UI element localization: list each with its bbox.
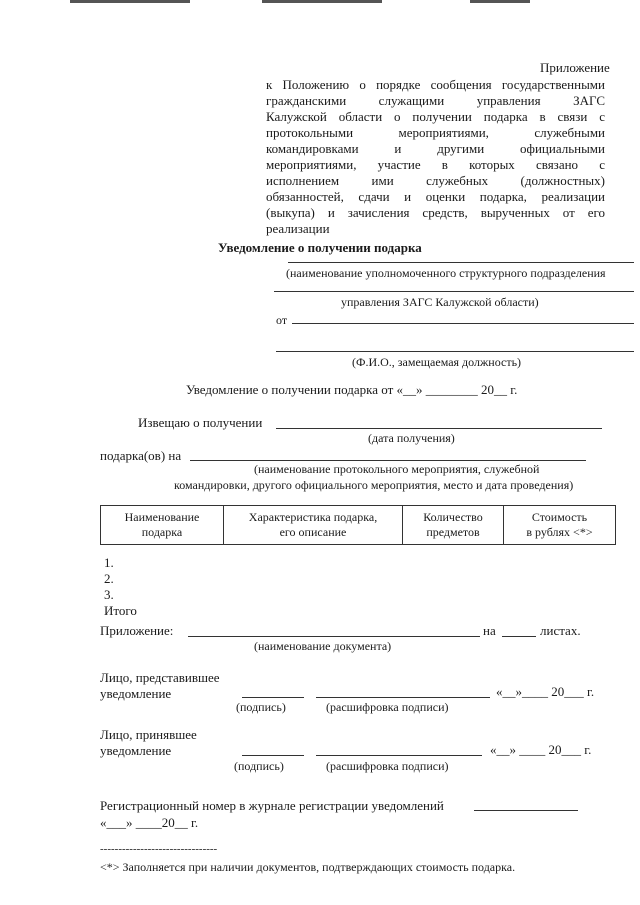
event-line[interactable] [190,460,586,461]
recipient-line-1[interactable] [288,262,634,263]
col-header-quantity [403,506,504,545]
col-header-line: Стоимость [531,510,588,524]
table-row: 1. [104,555,114,570]
scan-edge-mark-left [70,0,190,3]
event-caption-1: (наименование протокольного мероприятия, служебной [254,462,540,476]
col-header-cost [504,506,616,545]
receiver-label-2: уведомление [100,743,172,758]
from-line-2[interactable] [276,351,634,352]
receiver-signature-line[interactable] [242,755,304,756]
submitter-label-2: уведомление [100,686,172,701]
registration-label: Регистрационный номер в журнале регистрации уведомлений [100,798,444,813]
footnote-separator: -------------------------------- [100,843,218,855]
footnote-text: <*> Заполняется при наличии документов, подтверждающих стоимость подарка. [100,860,516,874]
appendix-line: к Положению о порядке сообщения государственными [266,77,605,92]
appendix-line: исполнением ими служебных (должностных) [266,173,605,188]
receipt-date-line[interactable] [276,428,602,429]
gifts-on-label: подарка(ов) на [100,448,182,463]
page-title: Уведомление о получении подарка [218,240,422,255]
appendix-line: Калужской области о получении подарка в связи с [266,109,605,124]
table-header-row [101,506,616,545]
recipient-line-2[interactable] [274,291,634,292]
from-line[interactable] [292,323,634,324]
appendix-line: обязанностей, сдачи и оценки подарка, реализации [266,189,605,204]
attachment-label: Приложение: [100,623,174,638]
submitter-decode-line[interactable] [316,697,490,698]
table-row: 2. [104,571,114,586]
col-header-line: Количество [423,510,483,524]
appendix-line: гражданскими служащими управления ЗАГС [266,93,605,108]
appendix-line: командировками и другими официальными [266,141,605,156]
registration-date: «___» ____20__ г. [100,815,199,830]
col-header-description [224,506,403,545]
inform-label: Извещаю о получении [138,415,263,430]
appendix-line: (выкупа) и зачисления средств, вырученных от его [266,205,605,220]
receiver-sign-caption: (подпись) [234,759,284,773]
table-total: Итого [104,603,137,618]
appendix-line-last: реализации [266,221,330,236]
appendix-text [266,77,605,237]
submitter-label-1: Лицо, представившее [100,670,220,685]
event-caption-2: командировки, другого официального мероприятия, место и дата проведения) [174,478,574,492]
appendix-line: протокольными мероприятиями, служебными [266,125,605,140]
receiver-label-1: Лицо, принявшее [100,727,197,742]
registration-number-line[interactable] [474,810,578,811]
notice-date-line: Уведомление о получении подарка от «__» ________ 20__ г. [186,382,518,397]
recipient-caption-2: управления ЗАГС Калужской области) [341,295,539,309]
receiver-date: «__» ____ 20___ г. [490,742,592,757]
attachment-sheets-line[interactable] [502,636,536,637]
table-row: 3. [104,587,114,602]
col-header-line: Наименование [124,510,200,524]
col-header-line: предметов [426,525,480,539]
col-header-line: в рублях <*> [526,525,593,539]
col-header-name [101,506,224,545]
appendix-line: мероприятиями, участие в которых связано с [266,157,605,172]
scan-edge-mark-center [262,0,382,3]
attachment-sheets-label: листах. [540,623,581,638]
attachment-caption: (наименование документа) [254,639,392,653]
receipt-date-caption: (дата получения) [368,431,455,445]
submitter-date: «__»____ 20___ г. [496,684,595,699]
receiver-decode-line[interactable] [316,755,482,756]
receiver-decode-caption: (расшифровка подписи) [326,759,449,773]
scan-edge-mark-right [470,0,530,3]
from-caption: (Ф.И.О., замещаемая должность) [352,355,522,369]
from-label: от [276,313,288,327]
attachment-doc-line[interactable] [188,636,480,637]
col-header-line: его описание [279,525,347,539]
submitter-decode-caption: (расшифровка подписи) [326,700,449,714]
col-header-line: Характеристика подарка, [248,510,378,524]
attachment-on-label: на [483,623,496,638]
submitter-sign-caption: (подпись) [236,700,286,714]
col-header-line: подарка [141,525,183,539]
gifts-table [100,505,616,545]
submitter-signature-line[interactable] [242,697,304,698]
appendix-title: Приложение [540,60,610,75]
recipient-caption-1: (наименование уполномоченного структурного подразделения [286,266,606,280]
